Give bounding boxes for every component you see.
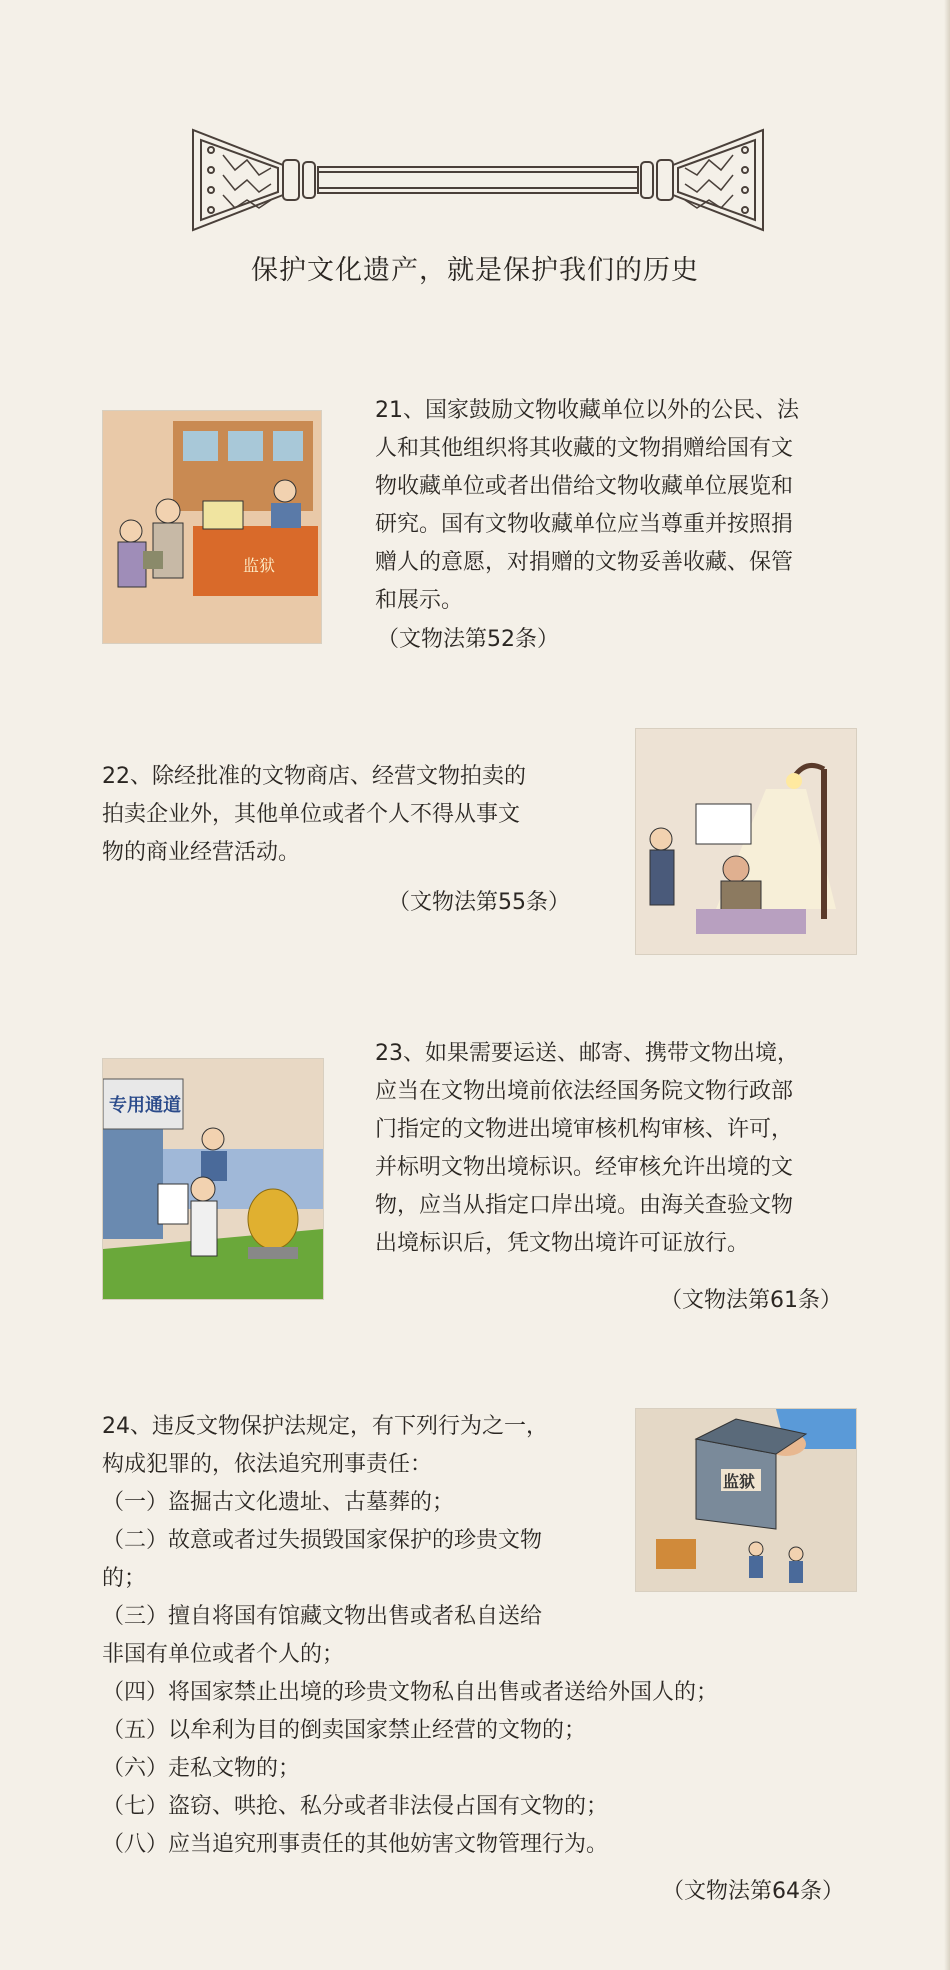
prison-sign: 监狱 (723, 1472, 756, 1491)
article-23-text: 23、如果需要运送、邮寄、携带文物出境， 应当在文物出境前依法经国务院文物行政部 门指定的文物进出境审核机构审核、许可， 并标明文物出境标识。经审核允许出境的文 物，应当从指定口岸出境。由海关查验文物 出境标识后，凭文物出境许可证放行。 (375, 1041, 799, 1256)
page-edge-shadow (944, 0, 950, 1970)
illustration-customs-border (102, 1058, 324, 1300)
article-24-item-6: （六）走私文物的； (102, 1756, 301, 1781)
customs-sign: 专用通道 (109, 1095, 181, 1116)
article-24-item-4: （四）将国家禁止出境的珍贵文物私自出售或者送给外国人的； (102, 1680, 719, 1705)
page-title: 保护文化遗产，就是保护我们的历史 (251, 255, 699, 286)
article-24-intro: 24、违反文物保护法规定，有下列行为之一， 构成犯罪的，依法追究刑事责任： (102, 1414, 548, 1477)
article-24-item-7: （七）盗窃、哄抢、私分或者非法侵占国有文物的； (102, 1794, 609, 1819)
article-21-text: 21、国家鼓励文物收藏单位以外的公民、法 人和其他组织将其收藏的文物捐赠给国有文 物收藏单位或者出借给文物收藏单位展览和 研究。国有文物收藏单位应当尊重并按照捐 赠人的意愿，对捐赠的文物妥善收藏、保管 和展示。 (375, 398, 799, 613)
article-24-item-8: （八）应当追究刑事责任的其他妨害文物管理行为。 (102, 1832, 609, 1857)
illustration-museum-donation (102, 410, 322, 644)
article-24-item-3: （三）擅自将国有馆藏文物出售或者私自送给 非国有单位或者个人的； (102, 1604, 543, 1667)
article-22-text: 22、除经批准的文物商店、经营文物拍卖的 拍卖企业外，其他单位或者个人不得从事文 物的商业经营活动。 (102, 764, 526, 865)
article-22-citation: （文物法第55条） (388, 890, 570, 915)
article-21-citation: （文物法第52条） (377, 627, 559, 652)
illustration-street-vendor (635, 728, 857, 955)
article-24-citation: （文物法第64条） (662, 1879, 844, 1904)
article-24-item-5: （五）以牟利为目的倒卖国家禁止经营的文物的； (102, 1718, 587, 1743)
museum-sign: 监狱 (243, 556, 276, 575)
article-24-item-1: （一）盗掘古文化遗址、古墓葬的； (102, 1490, 455, 1515)
illustration-prison (635, 1408, 857, 1592)
article-23-citation: （文物法第61条） (660, 1288, 842, 1313)
article-24-item-2: （二）故意或者过失损毁国家保护的珍贵文物 的； (102, 1528, 543, 1591)
decorative-banner (183, 120, 773, 240)
